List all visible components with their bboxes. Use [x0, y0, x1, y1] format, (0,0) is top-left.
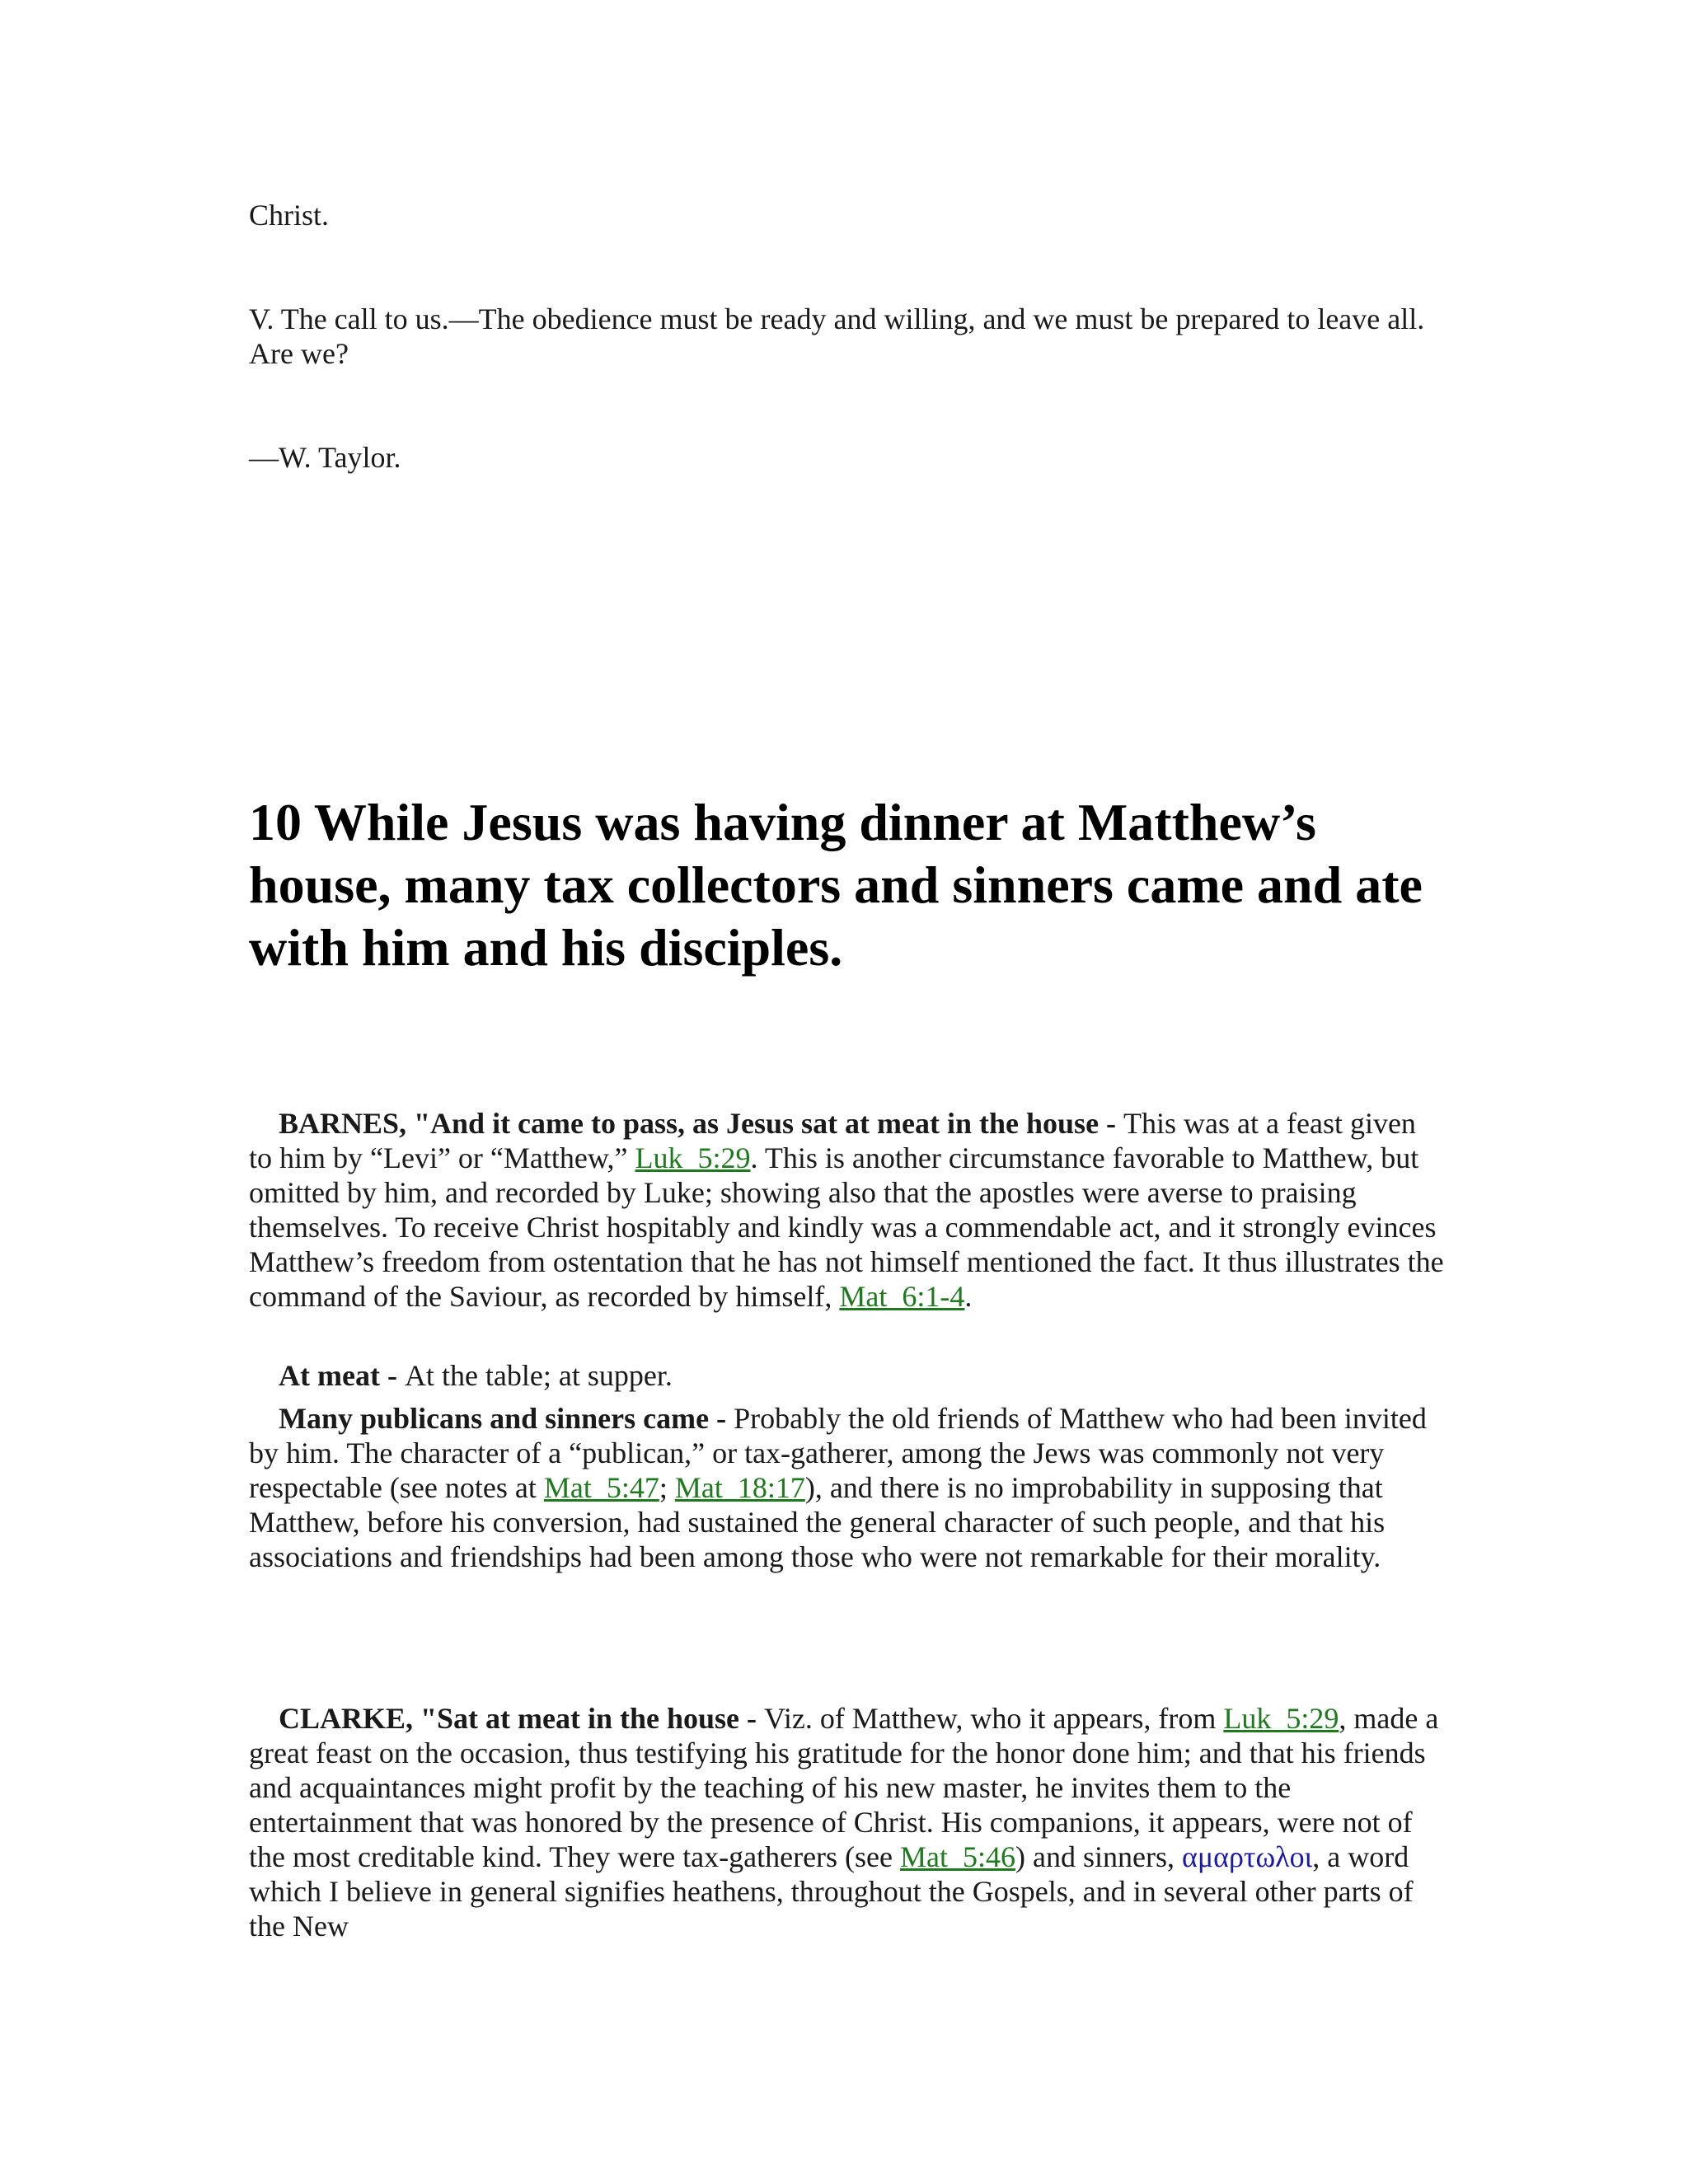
at-meat-lead: At meat -	[279, 1359, 405, 1392]
ref-luk-5-29-clarke[interactable]: Luk_5:29	[1223, 1702, 1339, 1735]
clarke-text-2: , made a great feast on the occasion, thus testifying his gratitude for the honor done him; and that his friends and acquaintances might profit by the teaching of his new master, he invites them to the entertainment that was honored by the presence of Christ. His companions, it appears, were not of the most creditable kind. They were tax-gatherers (see	[249, 1702, 1439, 1873]
point-v-paragraph: V. The call to us.—The obedience must be ready and willing, and we must be prepared to leave all. Are we?	[249, 302, 1425, 370]
barnes-text-2: . This is another circumstance favorable to Matthew, but omitted by him, and recorded by Luke; showing also that the apostles were averse to praising themselves. To receive Christ hospitably and kindly was a commendable act, and it strongly evinces Matthew’s freedom from ostentation that he has not himself mentioned the fact. It thus illustrates the command of the Saviour, as recorded by himself,	[249, 1141, 1444, 1313]
barnes-paragraph	[249, 1106, 1444, 1314]
clarke-text-4: , a word which I believe in general signifies heathens, throughout the Gospels, and in several other parts of the New	[249, 1840, 1414, 1943]
at-meat-text: At the table; at supper.	[404, 1359, 673, 1392]
clarke-lead: CLARKE, "Sat at meat in the house -	[279, 1702, 764, 1735]
publicans-text-3: ), and there is no improbability in supposing that Matthew, before his conversion, had sustained the general character of such people, and that his associations and friendships had been among those who were not remarkable for their morality.	[249, 1471, 1386, 1573]
ref-mat-5-47[interactable]: Mat_5:47	[543, 1471, 659, 1504]
barnes-lead: BARNES, "And it came to pass, as Jesus sat at meat in the house -	[279, 1107, 1124, 1140]
publicans-text-2: ;	[659, 1471, 675, 1504]
greek-word: αμαρτωλοι	[1181, 1840, 1313, 1873]
attribution: —W. Taylor.	[249, 441, 401, 474]
clarke-paragraph	[249, 1701, 1444, 1943]
barnes-text-1: This was at a feast given to him by “Levi” or “Matthew,”	[249, 1107, 1416, 1174]
barnes-text-3: .	[964, 1280, 973, 1313]
publicans-lead: Many publicans and sinners came -	[279, 1402, 734, 1435]
verse-heading: 10 While Jesus was having dinner at Matthew’s house, many tax collectors and sinners came and ate with him and his disciples.	[249, 793, 1423, 977]
ref-luk-5-29[interactable]: Luk_5:29	[635, 1141, 751, 1174]
clarke-text-3: ) and sinners,	[1015, 1840, 1182, 1873]
ref-mat-6-1-4[interactable]: Mat_6:1-4	[839, 1280, 965, 1313]
at-meat-paragraph	[249, 1358, 1444, 1393]
intro-line: Christ.	[249, 199, 330, 232]
ref-mat-18-17[interactable]: Mat_18:17	[674, 1471, 805, 1504]
publicans-text-1: Probably the old friends of Matthew who had been invited by him. The character of a “publican,” or tax-gatherer, among the Jews was commonly not very respectable (see notes at	[249, 1402, 1427, 1504]
publicans-paragraph	[249, 1401, 1444, 1574]
ref-mat-5-46[interactable]: Mat_5:46	[900, 1840, 1016, 1873]
clarke-text-1: Viz. of Matthew, who it appears, from	[764, 1702, 1224, 1735]
